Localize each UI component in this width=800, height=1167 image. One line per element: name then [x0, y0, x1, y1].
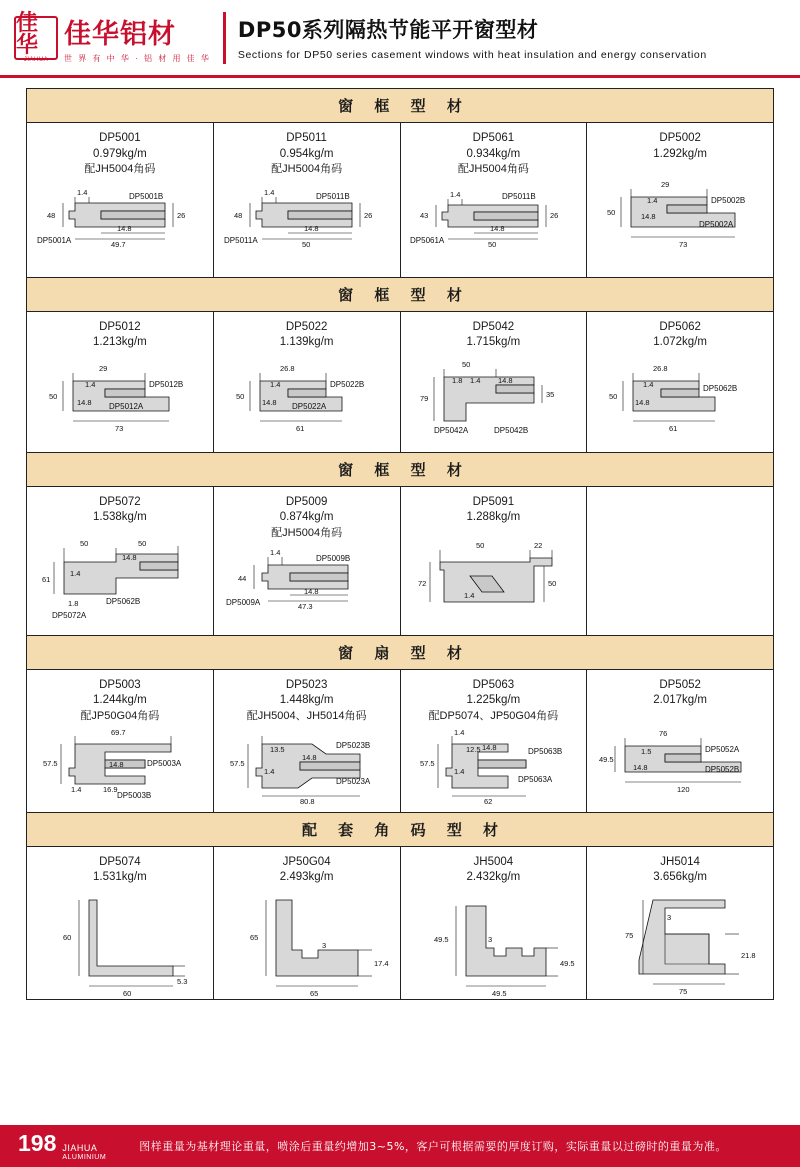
dim-value: 14.8	[641, 212, 656, 222]
dim-value: 29	[98, 364, 108, 374]
dim-value: 61	[42, 575, 51, 585]
dim-value: 14.8	[108, 759, 124, 769]
dim-value: 26	[550, 210, 559, 220]
part-label: DP5001A	[36, 235, 72, 245]
profile-code: DP5061	[472, 132, 515, 144]
profile-cell	[401, 123, 588, 277]
profile-cell	[214, 123, 401, 277]
logo-mark-subtext: JIAHUA	[23, 57, 49, 63]
profile-drawing	[218, 886, 396, 998]
profile-code: DP5023	[285, 678, 328, 691]
part-label: DP5002A	[699, 220, 734, 230]
dim-value: 50	[235, 392, 244, 402]
part-label: DP5023B	[335, 740, 370, 750]
profile-code: DP5022	[285, 320, 328, 333]
section-band-title: 窗 框 型 材	[27, 89, 773, 123]
dim-value: 14.8	[301, 752, 317, 762]
dim-value: 48	[233, 210, 242, 220]
profile-cell	[27, 670, 214, 812]
dim-value: 14.8	[76, 398, 92, 408]
dim-value: 1.4	[470, 376, 481, 386]
profile-drawing	[405, 724, 583, 806]
dim-value: 60	[122, 988, 132, 998]
page-number: 198	[18, 1130, 57, 1157]
profile-weight: 1.292kg/m	[653, 147, 707, 160]
dim-value: 14.8	[498, 376, 513, 386]
dim-value: 1.4	[269, 380, 281, 390]
dim-value: 57.5	[420, 758, 435, 768]
dim-value: 35	[546, 390, 555, 400]
dim-value: 14.8	[122, 553, 137, 563]
dim-value: 12.5	[466, 744, 481, 754]
profile-code: JH5014	[660, 855, 700, 868]
dim-value: 61	[295, 424, 304, 434]
part-label: DP5003A	[146, 758, 182, 768]
dim-value: 50	[607, 208, 616, 218]
dim-value: 1.4	[454, 766, 465, 776]
profile-drawing	[405, 526, 583, 629]
section-window-frame-3	[26, 452, 774, 635]
profile-code: DP5011	[286, 132, 327, 144]
dim-value: 62	[484, 796, 493, 806]
profile-drawing	[591, 886, 769, 996]
profile-cell	[401, 312, 588, 452]
dim-value: 1.4	[84, 380, 96, 390]
dim-value: 14.8	[635, 398, 650, 408]
profile-cell	[587, 670, 773, 812]
profile-cell	[27, 123, 214, 277]
profile-drawing	[218, 351, 396, 446]
dim-value: 1.8	[68, 599, 79, 609]
part-label: DP5022B	[329, 380, 364, 390]
profile-drawing	[31, 177, 209, 271]
dim-value: 14.8	[303, 223, 319, 233]
footer-brand-cn: JIAHUA	[62, 1143, 98, 1154]
section-corner-cleats	[26, 812, 774, 1000]
part-label: DP5042B	[494, 426, 529, 436]
part-label: DP5003B	[116, 790, 152, 800]
profile-note: 配JH5004、JH5014角码	[246, 709, 367, 722]
profile-drawing	[218, 541, 396, 629]
profile-code: DP5062	[659, 320, 701, 333]
profile-note: 配JH5004角码	[84, 163, 156, 176]
page-footer	[0, 1125, 800, 1167]
dim-value: 75	[624, 930, 633, 940]
dim-value: 1.4	[76, 187, 88, 197]
dim-value: 50	[548, 579, 557, 589]
part-label: DP5001B	[128, 191, 164, 201]
dim-value: 49.5	[492, 988, 507, 998]
dim-value: 61	[669, 424, 678, 434]
part-label: DP5063B	[528, 746, 563, 756]
profile-drawing	[405, 886, 583, 998]
dim-value: 3	[488, 934, 493, 944]
dim-value: 50	[80, 539, 89, 549]
dim-value: 26	[176, 210, 186, 220]
part-label: DP5022A	[291, 402, 326, 412]
dim-value: 57.5	[229, 758, 245, 768]
dim-value: 16.9	[102, 784, 118, 794]
profile-code: DP5072	[99, 495, 141, 508]
profile-note: 配DP5074、JP50G04角码	[428, 709, 559, 722]
page-title: DP50系列隔热节能平开窗型材	[237, 18, 539, 42]
dim-value: 1.4	[464, 591, 475, 601]
profile-drawing	[591, 162, 769, 271]
brand-slogan: 世 界 有 中 华 · 铝 材 用 佳 华	[64, 53, 211, 63]
part-label: DP5072A	[52, 611, 87, 621]
part-label: DP5042A	[434, 426, 469, 436]
profile-note: 配JP50G04角码	[80, 709, 160, 722]
profile-weight: 1.213kg/m	[93, 336, 147, 349]
part-label: DP5062B	[106, 597, 141, 607]
dim-value: 72	[418, 579, 427, 589]
dim-value: 50	[488, 239, 497, 249]
header-divider	[223, 12, 226, 64]
dim-value: 60	[62, 932, 72, 942]
profile-weight: 0.979kg/m	[93, 147, 147, 160]
part-label: DP5002B	[711, 196, 746, 206]
dim-value: 47.3	[297, 601, 313, 611]
profile-weight: 1.139kg/m	[279, 336, 334, 349]
dim-value: 17.4	[373, 958, 389, 968]
profile-weight: 0.934kg/m	[466, 147, 521, 160]
section-band-title: 窗 扇 型 材	[27, 636, 773, 670]
dim-value: 1.5	[640, 747, 652, 757]
profile-drawing	[31, 724, 209, 806]
part-label: DP5052A	[704, 745, 739, 755]
profile-code: JH5004	[473, 855, 514, 868]
profile-drawing	[405, 177, 583, 271]
dim-value: 14.8	[303, 586, 319, 596]
footer-note: 图样重量为基材理论重量，喷涂后重量约增加3~5%，客户可根据需要的厚度订购，实际重量以过磅时的重量为准。	[139, 1140, 727, 1153]
profile-code: DP5091	[472, 495, 515, 508]
part-label: DP5062B	[703, 384, 738, 394]
profile-code: DP5003	[99, 678, 141, 691]
profile-cell-empty	[587, 487, 773, 635]
profile-cell	[214, 487, 401, 635]
profile-cell	[27, 487, 214, 635]
dim-value: 14.8	[116, 223, 132, 233]
profile-cell	[401, 670, 588, 812]
profile-weight: 2.432kg/m	[466, 871, 521, 884]
profile-drawing	[31, 886, 209, 998]
part-label: DP5012B	[148, 380, 184, 390]
profile-code: DP5012	[99, 320, 141, 333]
profile-weight: 1.531kg/m	[93, 871, 147, 884]
dim-value: 65	[249, 932, 258, 942]
profile-weight: 1.072kg/m	[653, 336, 707, 349]
profile-cell	[214, 847, 401, 999]
dim-value: 57.5	[42, 758, 58, 768]
dim-value: 1.4	[647, 196, 658, 206]
dim-value: 48	[46, 210, 56, 220]
part-label: DP5052B	[704, 765, 739, 775]
dim-value: 80.8	[299, 796, 315, 806]
logo-mark-text: 佳华	[16, 10, 39, 57]
profile-weight: 0.874kg/m	[279, 511, 334, 524]
profile-weight: 3.656kg/m	[653, 871, 707, 884]
profile-code: DP5009	[285, 495, 328, 508]
dim-value: 21.8	[740, 950, 756, 960]
logo-icon	[14, 10, 58, 63]
part-label: DP5011B	[315, 191, 350, 201]
dim-value: 5.3	[176, 976, 188, 986]
profile-code: DP5074	[99, 855, 141, 868]
dim-value: 49.5	[598, 755, 614, 765]
dim-value: 50	[138, 539, 147, 549]
profile-code: DP5052	[659, 678, 701, 691]
profile-weight: 0.954kg/m	[279, 147, 334, 160]
profile-code: DP5001	[99, 132, 141, 144]
catalog-sheet	[0, 78, 800, 1000]
dim-value: 1.4	[70, 784, 82, 794]
section-band-title: 配 套 角 码 型 材	[27, 813, 773, 847]
profile-weight: 1.538kg/m	[93, 511, 147, 524]
page-number-block	[0, 1130, 106, 1162]
profile-code: DP5063	[472, 678, 515, 691]
dim-value: 26	[363, 210, 372, 220]
part-label: DP5009B	[315, 553, 350, 563]
profile-drawing	[31, 351, 209, 446]
dim-value: 1.4	[269, 547, 281, 557]
profile-cell	[214, 670, 401, 812]
dim-value: 13.5	[269, 744, 285, 754]
dim-value: 120	[676, 785, 690, 795]
footer-brand-en: ALUMINIUM	[62, 1154, 107, 1162]
dim-value: 44	[237, 573, 246, 583]
dim-value: 65	[309, 988, 318, 998]
part-label: DP5011B	[502, 191, 537, 201]
part-label: DP5011A	[223, 235, 258, 245]
profile-drawing	[591, 351, 769, 446]
profile-weight: 1.715kg/m	[466, 336, 521, 349]
dim-value: 1.4	[263, 766, 275, 776]
dim-value: 75	[678, 986, 687, 996]
dim-value: 3	[666, 912, 671, 922]
dim-value: 1.4	[454, 727, 465, 737]
dim-value: 14.8	[482, 742, 497, 752]
dim-value: 1.4	[70, 569, 81, 579]
dim-value: 50	[609, 392, 618, 402]
dim-value: 50	[476, 541, 485, 551]
dim-value: 1.8	[452, 376, 463, 386]
dim-value: 49.5	[560, 958, 575, 968]
section-band-title: 窗 框 型 材	[27, 453, 773, 487]
part-label: DP5061A	[410, 235, 445, 245]
profile-cell	[214, 312, 401, 452]
dim-value: 69.7	[110, 727, 126, 737]
section-window-frame-1	[26, 88, 774, 277]
profile-code: JP50G04	[282, 855, 331, 868]
profile-cell	[27, 312, 214, 452]
profile-cell	[401, 487, 588, 635]
profile-cell	[587, 123, 773, 277]
dim-value: 3	[321, 940, 326, 950]
section-band-title: 窗 框 型 材	[27, 278, 773, 312]
dim-value: 14.8	[261, 398, 277, 408]
part-label: DP5009A	[225, 597, 260, 607]
profile-note: 配JH5004角码	[271, 163, 343, 176]
dim-value: 14.8	[632, 763, 648, 773]
profile-weight: 2.017kg/m	[653, 694, 707, 707]
section-window-sash	[26, 635, 774, 812]
profile-weight: 1.244kg/m	[93, 694, 147, 707]
page-header	[0, 0, 800, 78]
dim-value: 1.4	[643, 380, 654, 390]
profile-note: 配JH5004角码	[271, 526, 343, 539]
profile-cell	[587, 312, 773, 452]
part-label: DP5063A	[518, 774, 553, 784]
profile-cell	[587, 847, 773, 999]
brand-logo	[14, 12, 211, 64]
profile-drawing	[218, 724, 396, 806]
dim-value: 50	[462, 360, 471, 370]
page-subtitle: Sections for DP50 series casement windows with heat insulation and energy conservation	[237, 49, 707, 61]
profile-weight: 1.225kg/m	[466, 694, 521, 707]
profile-drawing	[31, 526, 209, 629]
dim-value: 29	[661, 180, 670, 190]
dim-value: 26.8	[279, 364, 295, 374]
dim-value: 49.5	[434, 934, 449, 944]
profile-weight: 1.288kg/m	[466, 511, 521, 524]
dim-value: 1.4	[263, 187, 275, 197]
dim-value: 76	[658, 729, 667, 739]
profile-drawing	[405, 351, 583, 446]
profile-code: DP5002	[659, 132, 701, 144]
profile-cell	[401, 847, 588, 999]
dim-value: 73	[114, 424, 124, 434]
section-window-frame-2	[26, 277, 774, 452]
dim-value: 14.8	[490, 223, 505, 233]
dim-value: 26.8	[653, 364, 668, 374]
dim-value: 43	[420, 210, 429, 220]
dim-value: 73	[679, 240, 688, 250]
dim-value: 22	[534, 541, 543, 551]
dim-value: 79	[420, 394, 429, 404]
brand-name: 佳华铝材	[64, 18, 176, 50]
dim-value: 50	[301, 239, 310, 249]
profile-code: DP5042	[472, 320, 515, 333]
profile-drawing	[218, 177, 396, 271]
profile-note: 配JH5004角码	[457, 163, 529, 176]
profile-cell	[27, 847, 214, 999]
dim-value: 1.4	[450, 189, 461, 199]
profile-drawing	[591, 709, 769, 806]
part-label: DP5012A	[108, 402, 144, 412]
dim-value: 50	[48, 392, 58, 402]
profile-weight: 1.448kg/m	[279, 694, 334, 707]
profile-weight: 2.493kg/m	[279, 871, 334, 884]
part-label: DP5023A	[335, 776, 370, 786]
dim-value: 49.7	[110, 239, 126, 249]
